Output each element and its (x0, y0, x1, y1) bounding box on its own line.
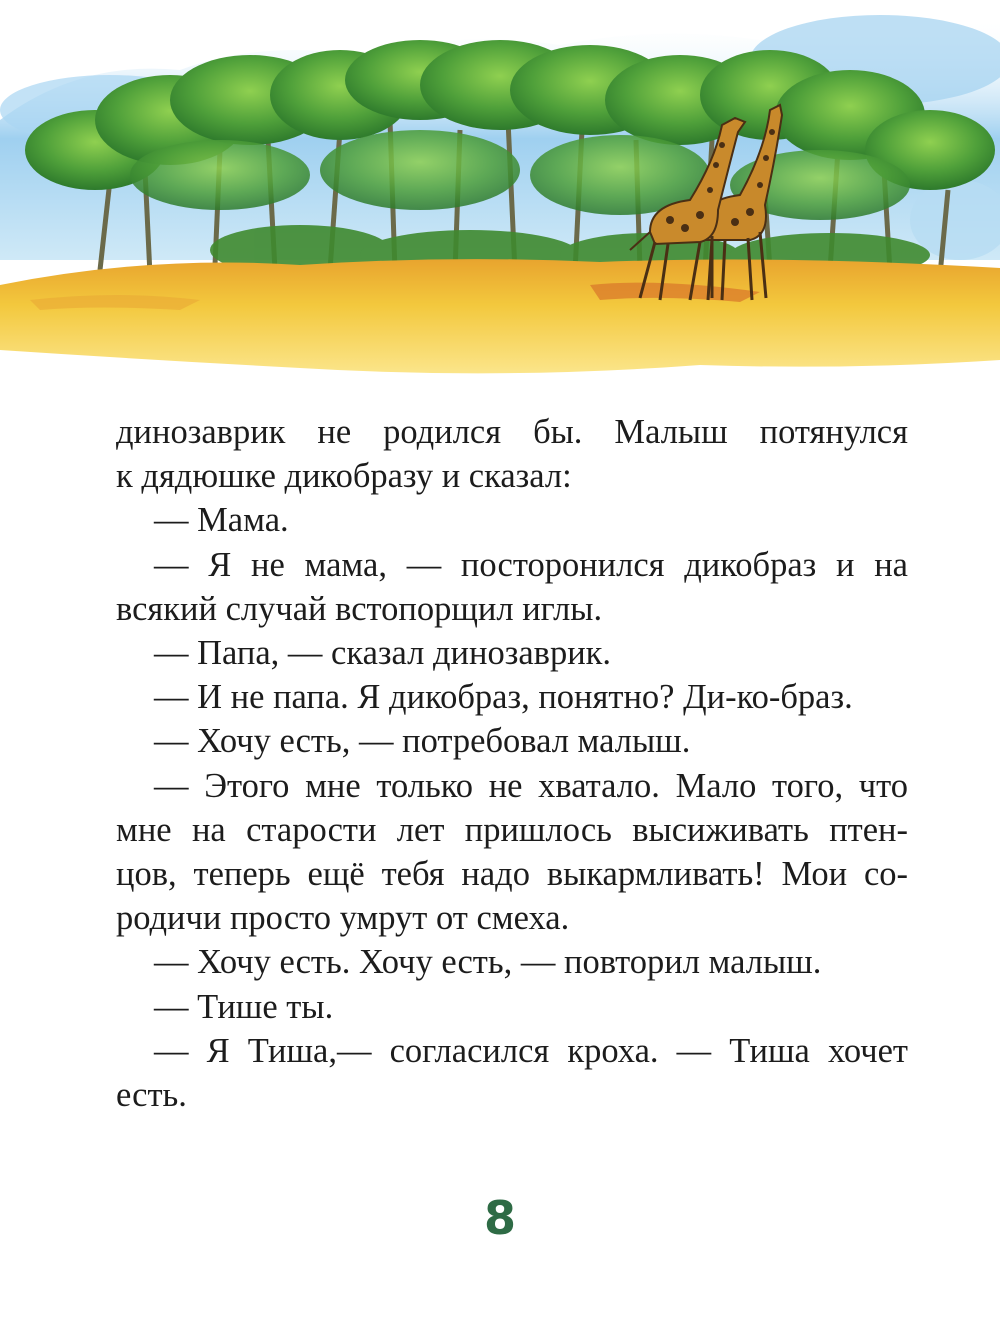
text-line: — И не папа. Я дикобраз, понятно? Ди-ко-браз. (154, 678, 853, 717)
text-line: цов, теперь ещё тебя надо выкармливать! Мои со- (116, 855, 908, 894)
text-line: есть. (116, 1076, 187, 1115)
text-line: — Хочу есть, — потребовал малыш. (154, 722, 691, 761)
text-line: — Этого мне только не хватало. Мало того, что (154, 766, 908, 805)
text-line: мне на старости лет пришлось высиживать птен- (116, 810, 908, 849)
page-number: 8 (483, 1191, 516, 1245)
text-line: — Мама. (154, 501, 289, 540)
text-line: — Тише ты. (154, 987, 334, 1026)
text-line: динозаврик не родился бы. Малыш потянулся (116, 413, 908, 451)
story-text (116, 410, 908, 1117)
text-line: — Папа, — сказал динозаврик. (154, 634, 612, 673)
text-line: родичи просто умрут от смеха. (116, 899, 570, 938)
text-line: — Я Тиша,— согласился кроха. — Тиша хочет (154, 1031, 908, 1070)
savanna-illustration (0, 0, 1000, 380)
text-line: — Хочу есть. Хочу есть, — повторил малыш. (154, 943, 822, 982)
text-line: — Я не мама, — посторонился дикобраз и на (154, 545, 908, 584)
text-line: всякий случай встопорщил иглы. (116, 589, 603, 628)
text-line: к дядюшке дикобразу и сказал: (116, 457, 572, 496)
grassland (0, 259, 1000, 373)
